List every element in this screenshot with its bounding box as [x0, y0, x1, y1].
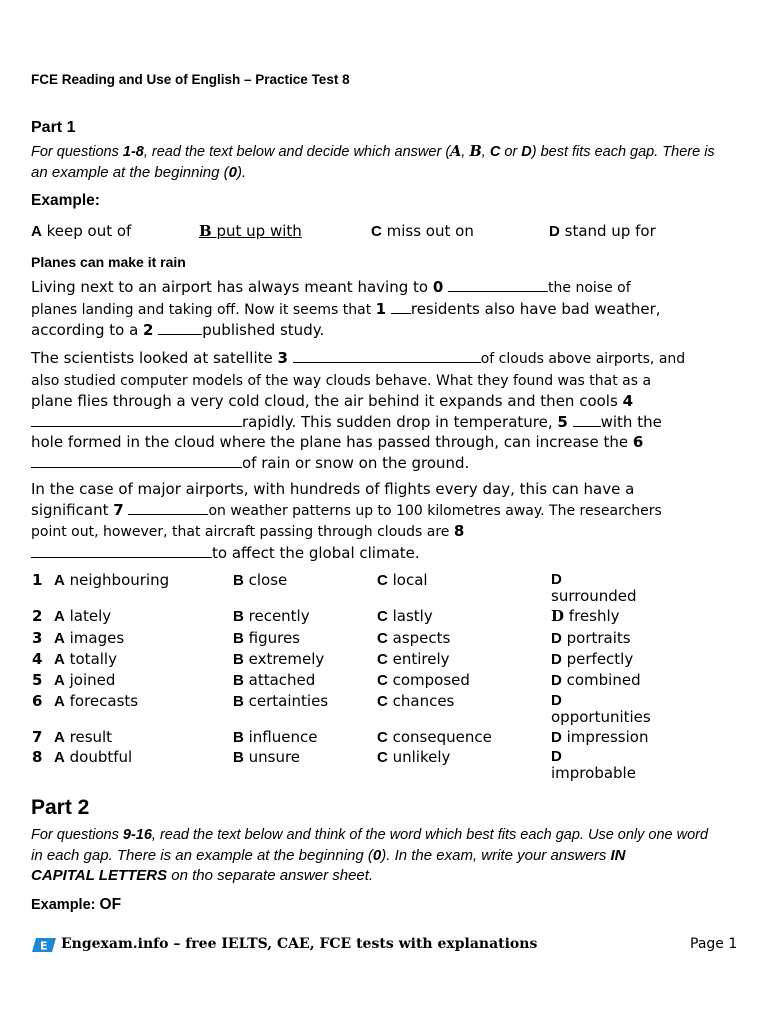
gap-5 [573, 413, 601, 427]
answer-row-number: 2 [32, 607, 43, 625]
answer-option-d: D portraits [551, 629, 631, 647]
answer-option-c: C local [377, 571, 428, 589]
answer-option-b: B unsure [233, 748, 301, 766]
answer-row-number: 3 [32, 629, 43, 647]
answer-option-a: A forecasts [54, 692, 139, 710]
engexam-logo-icon [32, 937, 56, 953]
answer-option-b: B recently [233, 607, 310, 625]
story-paragraph-3: In the case of major airports, with hundreds of flights every day, this can have a significant 7 on weather patterns up to 100 kilometres away. The researchers point out, however, that aircraft passing through clouds are 8 to affect the global climate. [31, 480, 662, 562]
answer-option-c: C lastly [377, 607, 433, 625]
answer-row-number: 4 [32, 650, 43, 668]
gap-1 [391, 300, 411, 314]
logo-letter: E [40, 939, 48, 953]
gap-7 [128, 501, 208, 515]
part2-heading: Part 2 [31, 796, 90, 819]
answer-option-d: D surrounded [551, 571, 637, 605]
answer-option-a: A lately [54, 607, 112, 625]
part2-instructions-line2: in each gap. There is an example at the beginning (0). In the exam, write your answers IN [31, 847, 626, 864]
part2-example: Example: OF [31, 896, 122, 913]
story-paragraph-1: Living next to an airport has always meant having to 0 the noise of planes landing and taking off. Now it seems that 1 residents also have bad weather, according to a 2 published study. [31, 278, 661, 339]
answer-option-a: A doubtful [54, 748, 133, 766]
example-option-c: C miss out on [371, 222, 474, 240]
answer-row-number: 6 [32, 692, 43, 710]
answer-row-number: 5 [32, 671, 43, 689]
answer-option-c: C aspects [377, 629, 451, 647]
part1-instructions-line2: an example at the beginning (0). [31, 164, 247, 181]
example-option-b-correct: B put up with [199, 222, 302, 240]
answer-option-a: A neighbouring [54, 571, 170, 589]
part1-heading: Part 1 [31, 119, 76, 136]
answer-option-d: D impression [551, 728, 649, 746]
gap-6 [31, 454, 242, 468]
answer-row-number: 8 [32, 748, 43, 766]
answer-option-b: B influence [233, 728, 318, 746]
example-label: Example: [31, 192, 100, 209]
document-title: FCE Reading and Use of English – Practice Test 8 [31, 72, 350, 87]
footer-site-link[interactable]: Engexam.info – free IELTS, CAE, FCE tests with explanations [61, 936, 538, 952]
part1-instructions-line1: For questions 1-8, read the text below and decide which answer (A, B, C or D) best fits each gap. There is [31, 143, 715, 160]
gap-2 [158, 321, 202, 335]
gap-3 [293, 349, 481, 363]
answer-row-number: 1 [32, 571, 43, 589]
gap-0 [448, 278, 548, 292]
example-option-a: A keep out of [31, 222, 132, 240]
story-title: Planes can make it rain [31, 254, 186, 270]
part2-instructions-line1: For questions 9-16, read the text below and think of the word which best fits each gap. Use only one word [31, 827, 709, 843]
answer-option-a: A images [54, 629, 125, 647]
answer-option-c: C entirely [377, 650, 450, 668]
story-paragraph-2: The scientists looked at satellite 3 of clouds above airports, and also studied computer models of the way clouds behave. What they found was that as a plane flies through a very cold cloud, the air behind it expands and then cools 4 rapidly. This sudden drop in temperature, 5 with the hole formed in the cloud where the plane has passed through, can increase the 6 of rain or snow on the ground. [31, 349, 686, 472]
answer-option-c: C unlikely [377, 748, 451, 766]
answer-option-c: C chances [377, 692, 455, 710]
answer-option-d: D perfectly [551, 650, 634, 668]
example-option-d: D stand up for [549, 222, 656, 240]
answer-option-b: B extremely [233, 650, 325, 668]
answer-option-b: B close [233, 571, 288, 589]
answer-option-a: A totally [54, 650, 117, 668]
answer-option-b: B attached [233, 671, 316, 689]
answer-option-d: D improbable [551, 748, 636, 782]
answer-option-d: D combined [551, 671, 641, 689]
gap-8 [31, 544, 212, 558]
answer-option-a: A joined [54, 671, 116, 689]
answer-row-number: 7 [32, 728, 43, 746]
answer-option-d: D freshly [551, 607, 620, 625]
answer-option-a: A result [54, 728, 113, 746]
answer-option-b: B certainties [233, 692, 329, 710]
answer-option-b: B figures [233, 629, 300, 647]
gap-4 [31, 413, 242, 427]
part2-instructions-line3: CAPITAL LETTERS on tho separate answer sheet. [31, 867, 374, 884]
answer-option-c: C consequence [377, 728, 492, 746]
answer-option-c: C composed [377, 671, 470, 689]
page-number: Page 1 [690, 936, 738, 952]
answer-option-d: D opportunities [551, 692, 651, 726]
